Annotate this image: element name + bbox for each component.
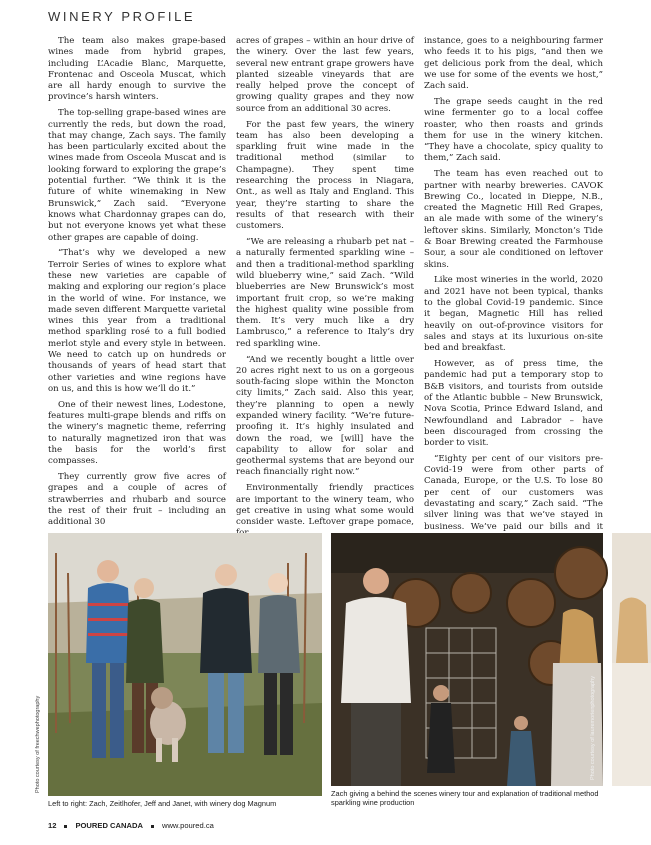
paragraph: “We are releasing a rhubarb pet nat – a naturally fermented sparkling wine – and then a traditional-method sparkling wild blueberry wine,” said Zach. “Wild blueberries are New Brunswick’s most important fruit crop, so we’re making the highest quality wine possible from them. It’s very much like a dry Lambrusco,” a reference to Italy’s dry red sparkling wine.	[236, 237, 414, 349]
cellar-tour-photo	[331, 533, 603, 786]
separator-icon	[64, 825, 67, 828]
article-column-1	[48, 36, 226, 530]
family-vineyard-photo	[48, 533, 322, 796]
paragraph: The team also makes grape-based wines made from hybrid grapes, including L’Acadie Blanc, Marquette, Frontenac and Osceola Muscat, which are all hardy enough to survive the province’s harsh winters.	[48, 36, 226, 103]
paragraph: They currently grow five acres of grapes and a couple of acres of strawberries and rhubarb and source the rest of their fruit – including an additional 30	[48, 471, 226, 528]
paragraph: instance, goes to a neighbouring farmer who feeds it to his pigs, “and then we get delicious pork from the deal, which we use for some of the events we host,” Zach said.	[424, 36, 603, 92]
paragraph: One of their newest lines, Lodestone, features multi-grape blends and riffs on the winery’s magnetic theme, referring to naturally magnetized iron that was the basis for the world’s first compasses.	[48, 399, 226, 467]
paragraph: “That’s why we developed a new Terroir Series of wines to explore what these new varieties are capable of making and exploring our region’s place in the world of wine. For instance, we made seven different Marquette varietal wines this year from a traditional method sparkling rosé to a full bodied merlot style and every style in between. We need to catch up on hundreds or thousands of years of head start that other varieties and wine regions have on us, and this is how we’ll do it.”	[48, 248, 226, 394]
website-link[interactable]: www.poured.ca	[161, 821, 214, 830]
page-number: 12	[48, 821, 57, 830]
paragraph: Environmentally friendly practices are important to the winery team, who get creative in using what some would consider waste. Leftover grape pomace,	[236, 483, 414, 528]
paragraph: For the past few years, the winery team has also been developing a sparkling fruit wine made in the traditional method (similar to Champagne). They spent time researching the process in Niagara, Ont., as well as Italy and England. This year, they’re starting to share the results of that research with their customers.	[236, 119, 414, 232]
article-column-3	[424, 36, 603, 530]
paragraph: Like most wineries in the world, 2020 and 2021 have not been typical, thanks to the global Covid-19 pandemic. Since it began, Magnetic Hill has relied heavily on out-of-province visitors for sales and stays at its luxurious on-site bed and breakfast.	[424, 275, 603, 354]
middle-photo-credit: Photo courtesy of lauremorienphotography	[590, 676, 596, 780]
paragraph: The top-selling grape-based wines are currently the reds, but down the road, that may change, Zach says. The family has been particularly excited about the wines made from Osceola Muscat and is looking forward to exploring the grape’s potential further. “We think it is the future of white winemaking in New Brunswick,” Zach said. “Everyone knows what Chardonnay grapes can do, but not everyone knows yet what these other grapes are capable of doing.	[48, 108, 226, 243]
guests-photo	[612, 533, 651, 786]
paragraph: “And we recently bought a little over 20 acres right next to us on a gorgeous south-facing slope within the Moncton city limits,” Zach said. Also this year, they’re planning to open a newly expanded winery facility. “We’re future-proofing it. It’s highly insulated and down the road, we [will] have the capability to allow for solar and geothermal systems that are beyond our reach financially right now.”	[236, 354, 414, 478]
section-heading: WINERY PROFILE	[48, 9, 196, 24]
separator-icon	[151, 825, 154, 828]
paragraph: However, as of press time, the pandemic had put a temporary stop to B&B visitors, and tourists from outside of the Atlantic bubble – New Brunswick, Nova Scotia, Prince Edward Island, and Newfoundland and Labrador – have been discouraged from crossing the border to visit.	[424, 359, 603, 449]
article-column-2	[236, 36, 414, 530]
paragraph: “Eighty per cent of our visitors pre-Covid-19 were from other parts of Canada, Europe, or the U.S. To lose 80 per cent of our customers was devastating and scary,” Zach said. “The silver lining was that we’ve stayed in business. We’ve paid our bills and it	[424, 453, 603, 532]
middle-photo-caption: Zach giving a behind the scenes winery tour and explanation of traditional method sparkling wine production	[331, 789, 599, 807]
paragraph: acres of grapes – within an hour drive of the winery. Over the last few years, several new entrant grape growers have planted sizeable vineyards that are really helped prove the concept of growing quality grapes and they now source from an additional 30 acres.	[236, 36, 414, 114]
left-photo-credit: Photo courtesy of freechwephotography	[35, 695, 41, 793]
magazine-name: POURED CANADA	[75, 821, 143, 830]
paragraph: The team has even reached out to partner with nearby breweries. CAVOK Brewing Co., located in Dieppe, N.B., created the Magnetic Hill Red Grapes, an ale made with some of the winery’s leftover skins. Similarly, Moncton’s Tide & Boar Brewing created the Farmhouse Sour, a sour ale conditioned on leftover skins.	[424, 169, 603, 270]
left-photo-caption: Left to right: Zach, Zeitlhofer, Jeff and Janet, with winery dog Magnum	[48, 799, 277, 808]
page-footer	[48, 821, 214, 830]
paragraph: The grape seeds caught in the red wine fermenter go to a local coffee roaster, who then roasts and grinds them for use in the winery kitchen. “They have a chocolate, spicy quality to them,” Zach said.	[424, 96, 603, 164]
